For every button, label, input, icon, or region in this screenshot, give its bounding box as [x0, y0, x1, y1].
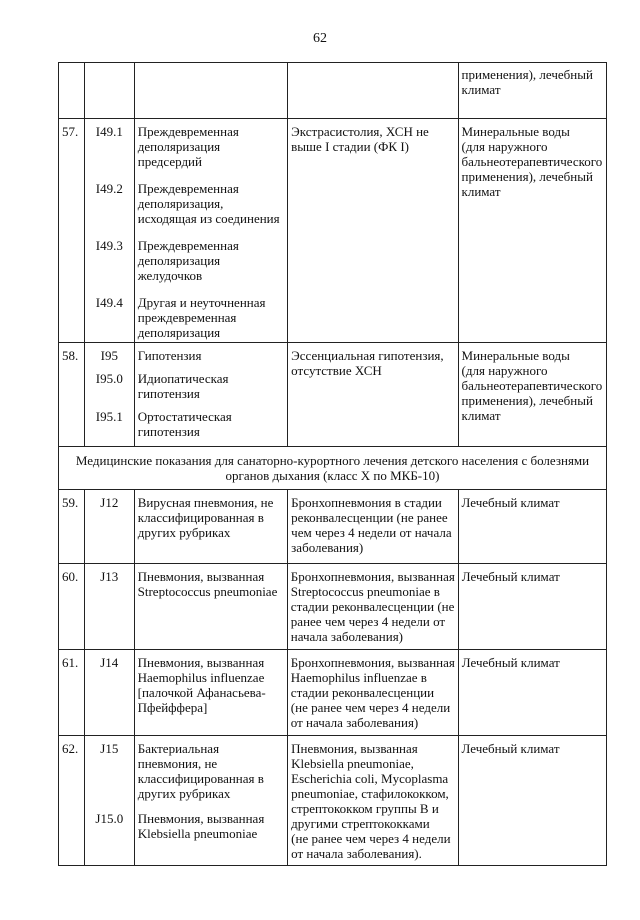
text-line: Экстрасистолия, ХСН не	[291, 124, 429, 139]
table-row	[59, 564, 606, 650]
text-line: Бронхопневмония, вызванная	[290, 655, 455, 670]
icd-code: J15.0	[95, 811, 124, 826]
cell-treatment	[459, 564, 606, 649]
text-line: (не ранее чем через 4 недели	[291, 831, 451, 846]
text-line: отсутствие ХСН	[291, 363, 382, 378]
text-line: гипотензия	[137, 424, 200, 439]
diagnosis-entry	[138, 409, 284, 439]
cell-num: 60.	[59, 564, 85, 649]
icd-code: J12	[100, 495, 119, 510]
text-line: применения), лечебный	[461, 67, 593, 82]
text-line: бальнеотерапевтического	[461, 154, 603, 169]
text-line: деполяризация,	[137, 196, 224, 211]
text-line: Ортостатическая	[137, 409, 232, 424]
text-line: ранее чем через 4 недели от	[290, 614, 446, 629]
text-line: реконвалесценции (не ранее	[291, 510, 448, 525]
diagnosis-entry	[138, 348, 284, 363]
indications-table	[58, 62, 607, 866]
text-line: начала заболевания)	[290, 629, 403, 644]
icd-code: I95.1	[95, 409, 123, 424]
text-line: классифицированная в	[137, 510, 264, 525]
table-row	[59, 343, 606, 447]
text-line: бальнеотерапевтического	[461, 378, 603, 393]
cell-num: 57.	[59, 119, 85, 342]
cell-treatment	[459, 490, 606, 563]
cell-treatment	[459, 119, 606, 342]
text-line: Лечебный климат	[461, 655, 560, 670]
text-line: Бактериальная	[137, 741, 220, 756]
text-line: Лечебный климат	[461, 495, 560, 510]
cell-diagnosis	[135, 343, 288, 446]
cell-num: 61.	[59, 650, 85, 735]
text-line: (не ранее чем через 4 недели	[290, 700, 451, 715]
cell-code	[85, 343, 135, 446]
diagnosis-entry	[138, 741, 284, 801]
cell-code	[85, 63, 135, 118]
text-line: гипотензия	[137, 386, 200, 401]
text-line: Haemophilus influenzae	[137, 670, 265, 685]
text-line: другими стрептококками	[291, 816, 430, 831]
text-line: Преждевременная	[137, 124, 239, 139]
text-line: климат	[461, 408, 501, 423]
cell-condition	[288, 63, 458, 118]
table-row	[59, 490, 606, 564]
cell-treatment	[459, 63, 606, 118]
table-row	[59, 736, 606, 866]
table-row	[59, 650, 606, 736]
cell-condition	[288, 564, 459, 649]
text-line: пневмония, не	[137, 756, 218, 771]
icd-code: I49.2	[95, 181, 123, 196]
icd-code: J15	[100, 741, 119, 756]
cell-diagnosis	[135, 564, 288, 649]
text-line: деполяризация	[137, 253, 221, 268]
cell-code	[85, 119, 135, 342]
text-line: стадии реконвалесценции	[290, 685, 435, 700]
diagnosis-entry	[138, 238, 284, 283]
text-line: стадии реконвалесценции (не	[290, 599, 455, 614]
cell-num: 62.	[59, 736, 85, 865]
text-line: климат	[461, 184, 501, 199]
text-line: исходящая из соединения	[137, 211, 280, 226]
diagnosis-entry	[138, 295, 284, 340]
cell-condition	[288, 736, 458, 865]
text-line: (для наружного	[461, 139, 548, 154]
cell-code	[85, 650, 135, 735]
text-line: от начала заболевания).	[291, 846, 422, 861]
text-line: выше I стадии (ФК I)	[291, 139, 409, 154]
cell-condition	[288, 119, 458, 342]
text-line: Бронхопневмония в стадии	[291, 495, 442, 510]
diagnosis-entry	[138, 811, 284, 841]
text-line: Эссенциальная гипотензия,	[291, 348, 444, 363]
text-line: Минеральные воды	[461, 348, 570, 363]
cell-diagnosis	[135, 736, 288, 865]
text-line: деполяризация	[137, 325, 221, 340]
icd-code: I49.4	[95, 295, 123, 310]
text-line: заболевания)	[291, 540, 364, 555]
cell-num: 58.	[59, 343, 85, 446]
page-number: 62	[313, 31, 327, 46]
diagnosis-entry	[138, 371, 284, 401]
text-line: Пневмония, вызванная	[291, 741, 418, 756]
text-line: Klebsiella pneumoniae	[137, 826, 258, 841]
text-line: Лечебный климат	[461, 741, 560, 756]
icd-code: J13	[100, 569, 119, 584]
text-line: от начала заболевания)	[290, 715, 419, 730]
cell-condition	[288, 490, 458, 563]
text-line: желудочков	[137, 268, 203, 283]
table-row-continuation	[59, 63, 606, 119]
text-line: преждевременная	[137, 310, 237, 325]
diagnosis-entry	[138, 181, 284, 226]
text-line: (для наружного	[461, 363, 548, 378]
cell-treatment	[459, 650, 606, 735]
text-line: Лечебный климат	[461, 569, 560, 584]
cell-diagnosis	[135, 490, 288, 563]
icd-code: J14	[100, 655, 119, 670]
text-line: pneumoniae, стафилококком,	[291, 786, 449, 801]
text-line: Streptococcus pneumoniae в	[290, 584, 440, 599]
text-line: классифицированная в	[137, 771, 264, 786]
text-line: Вирусная пневмония, не	[137, 495, 274, 510]
text-line: органов дыхания (класс X по МКБ-10)	[225, 468, 440, 483]
text-line: [палочкой Афанасьева-	[137, 685, 266, 700]
icd-code: I95.0	[95, 371, 123, 386]
cell-diagnosis	[135, 63, 288, 118]
cell-diagnosis	[135, 650, 288, 735]
text-line: Пневмония, вызванная	[137, 811, 265, 826]
cell-num	[59, 63, 85, 118]
cell-condition	[288, 650, 459, 735]
cell-condition	[288, 343, 458, 446]
cell-treatment	[459, 736, 606, 865]
cell-treatment	[459, 343, 606, 446]
text-line: Бронхопневмония, вызванная	[290, 569, 455, 584]
text-line: применения), лечебный	[461, 393, 593, 408]
text-line: Гипотензия	[137, 348, 202, 363]
cell-code	[85, 736, 135, 865]
text-line: Streptococcus pneumoniae	[137, 584, 278, 599]
text-line: Пневмония, вызванная	[137, 655, 265, 670]
cell-code	[85, 564, 135, 649]
text-line: других рубриках	[137, 525, 231, 540]
text-line: деполяризация	[137, 139, 221, 154]
text-line: применения), лечебный	[461, 169, 593, 184]
text-line: климат	[461, 82, 501, 97]
text-line: Преждевременная	[137, 238, 239, 253]
text-line: других рубриках	[137, 786, 231, 801]
diagnosis-entry	[138, 124, 284, 169]
icd-code: I95	[100, 348, 118, 363]
text-line: Медицинские показания для санаторно-курортного лечения детского населения с болезнями	[75, 453, 590, 468]
cell-diagnosis	[135, 119, 288, 342]
table-row	[59, 119, 606, 343]
text-line: Haemophilus influenzae в	[290, 670, 427, 685]
text-line: предсердий	[137, 154, 202, 169]
text-line: Преждевременная	[137, 181, 239, 196]
text-line: Пфейффера]	[137, 700, 208, 715]
text-line: Идиопатическая	[137, 371, 229, 386]
section-header	[59, 447, 606, 490]
text-line: стрептококком группы B и	[291, 801, 439, 816]
cell-code	[85, 490, 135, 563]
text-line: Другая и неуточненная	[137, 295, 266, 310]
text-line: Klebsiella pneumoniae,	[291, 756, 414, 771]
text-line: Пневмония, вызванная	[137, 569, 265, 584]
text-line: Минеральные воды	[461, 124, 570, 139]
text-line: Escherichia coli, Mycoplasma	[291, 771, 449, 786]
icd-code: I49.3	[95, 238, 123, 253]
icd-code: I49.1	[95, 124, 123, 139]
text-line: чем через 4 недели от начала	[291, 525, 452, 540]
cell-num: 59.	[59, 490, 85, 563]
